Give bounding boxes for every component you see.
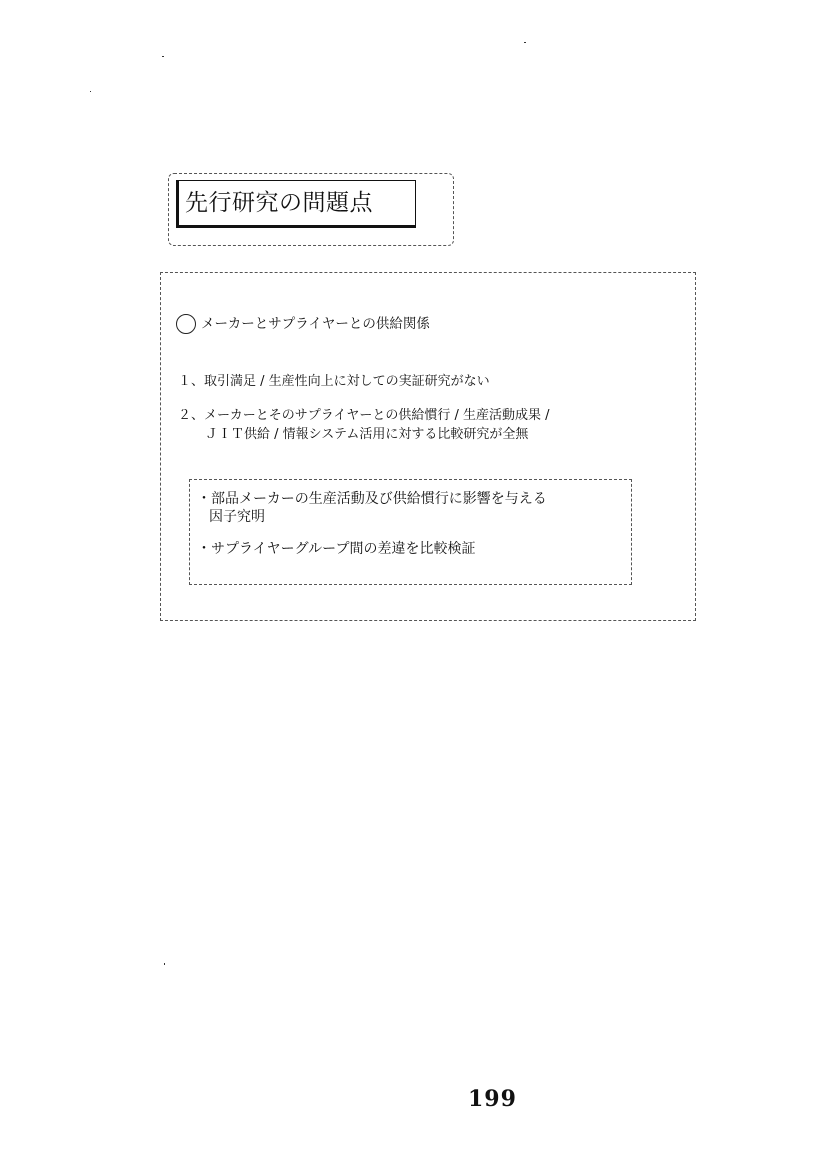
problem-item-2: ２、メーカーとそのサプライヤーとの供給慣行 / 生産活動成果 / bbox=[178, 408, 550, 423]
page-number: 199 bbox=[468, 1086, 517, 1112]
scan-speck bbox=[524, 42, 526, 43]
page-title: 先行研究の問題点 bbox=[176, 180, 416, 228]
section-heading: メーカーとサプライヤーとの供給関係 bbox=[201, 316, 430, 332]
problem-item-1: １、取引満足 / 生産性向上に対しての実証研究がない bbox=[178, 374, 490, 389]
goal-bullet-1-continued: 因子究明 bbox=[209, 509, 265, 525]
circle-bullet-icon bbox=[176, 314, 196, 334]
goal-bullet-2: ・サプライヤーグループ間の差違を比較検証 bbox=[197, 541, 476, 557]
scan-speck bbox=[162, 56, 164, 57]
goal-bullet-1: ・部品メーカーの生産活動及び供給慣行に影響を与える bbox=[197, 491, 547, 507]
scan-speck bbox=[90, 91, 91, 92]
problem-item-2-continued: ＪＩＴ供給 / 情報システム活用に対する比較研究が全無 bbox=[205, 427, 529, 442]
scan-speck bbox=[164, 963, 165, 965]
